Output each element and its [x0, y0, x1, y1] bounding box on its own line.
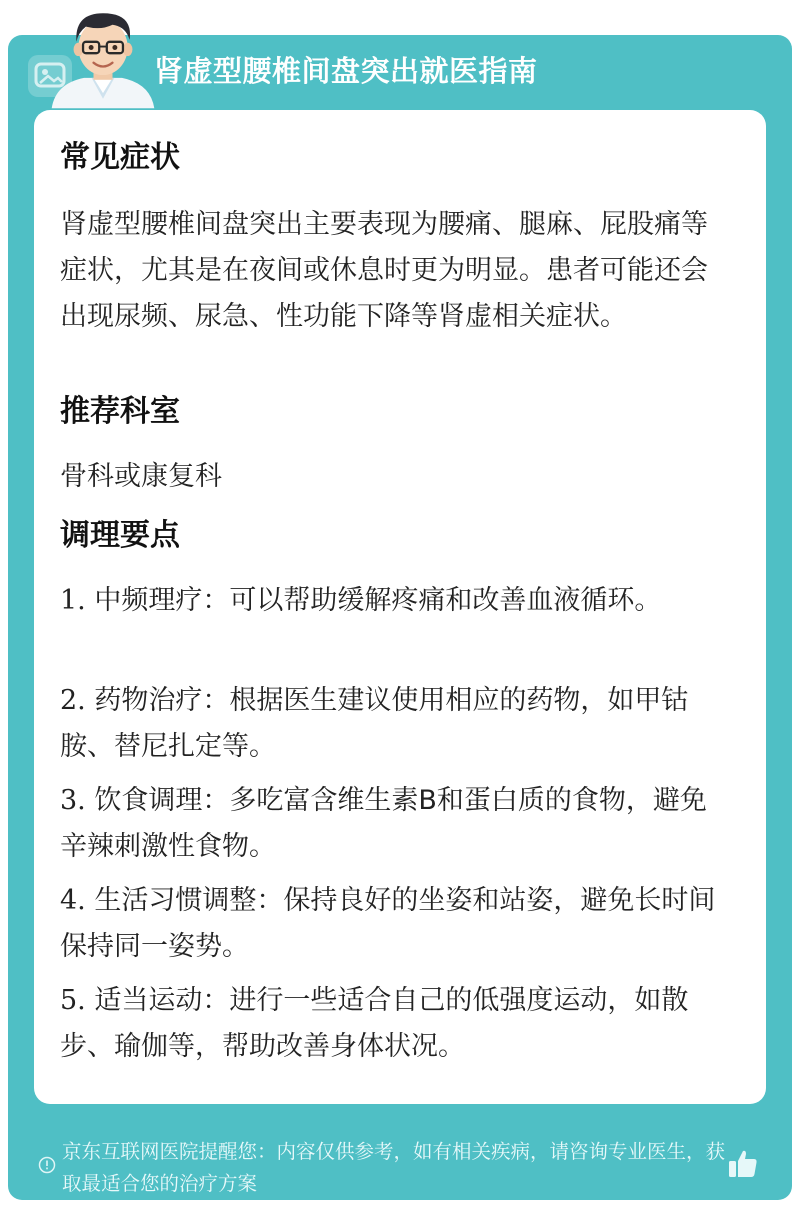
- care-item-number: 1.: [60, 585, 86, 616]
- department-text: 骨科或康复科: [60, 461, 222, 492]
- care-item-text: 适当运动：进行一些适合自己的低强度运动，如散步、瑜伽等，帮助改善身体状况。: [60, 985, 689, 1062]
- section-title-care: 调理要点: [60, 518, 180, 553]
- disclaimer-text: 京东互联网医院提醒您：内容仅供参考，如有相关疾病，请咨询专业医生，获取最适合您的治疗方案: [62, 1140, 726, 1195]
- care-item: [60, 778, 730, 870]
- care-item-text: 饮食调理：多吃富含维生素B和蛋白质的食物，避免辛辣刺激性食物。: [60, 785, 707, 862]
- care-item-text: 生活习惯调整：保持良好的坐姿和站姿，避免长时间保持同一姿势。: [60, 885, 716, 962]
- care-item-number: 4.: [60, 885, 86, 916]
- info-icon: [38, 1156, 56, 1174]
- section-title-symptoms: 常见症状: [60, 140, 180, 175]
- care-item: [60, 578, 730, 624]
- symptoms-text: 肾虚型腰椎间盘突出主要表现为腰痛、腿麻、屁股痛等症状，尤其是在夜间或休息时更为明显。患者可能还会出现尿频、尿急、性功能下降等肾虚相关症状。: [60, 209, 708, 332]
- care-item-number: 3.: [60, 785, 86, 816]
- care-item-text: 药物治疗：根据医生建议使用相应的药物，如甲钴胺、替尼扎定等。: [60, 685, 689, 762]
- care-item: [60, 678, 730, 770]
- care-item: [60, 978, 730, 1070]
- care-item-number: 5.: [60, 985, 86, 1016]
- content-card: [34, 110, 766, 1104]
- thumbs-up-icon[interactable]: [726, 1147, 760, 1181]
- care-item-number: 2.: [60, 685, 86, 716]
- doctor-avatar: [46, 4, 160, 110]
- care-item: [60, 878, 730, 970]
- page-title: 肾虚型腰椎间盘突出就医指南: [154, 54, 538, 88]
- footer: [8, 1119, 792, 1199]
- section-title-department: 推荐科室: [60, 394, 180, 429]
- care-item-text: 中频理疗：可以帮助缓解疼痛和改善血液循环。: [94, 585, 662, 616]
